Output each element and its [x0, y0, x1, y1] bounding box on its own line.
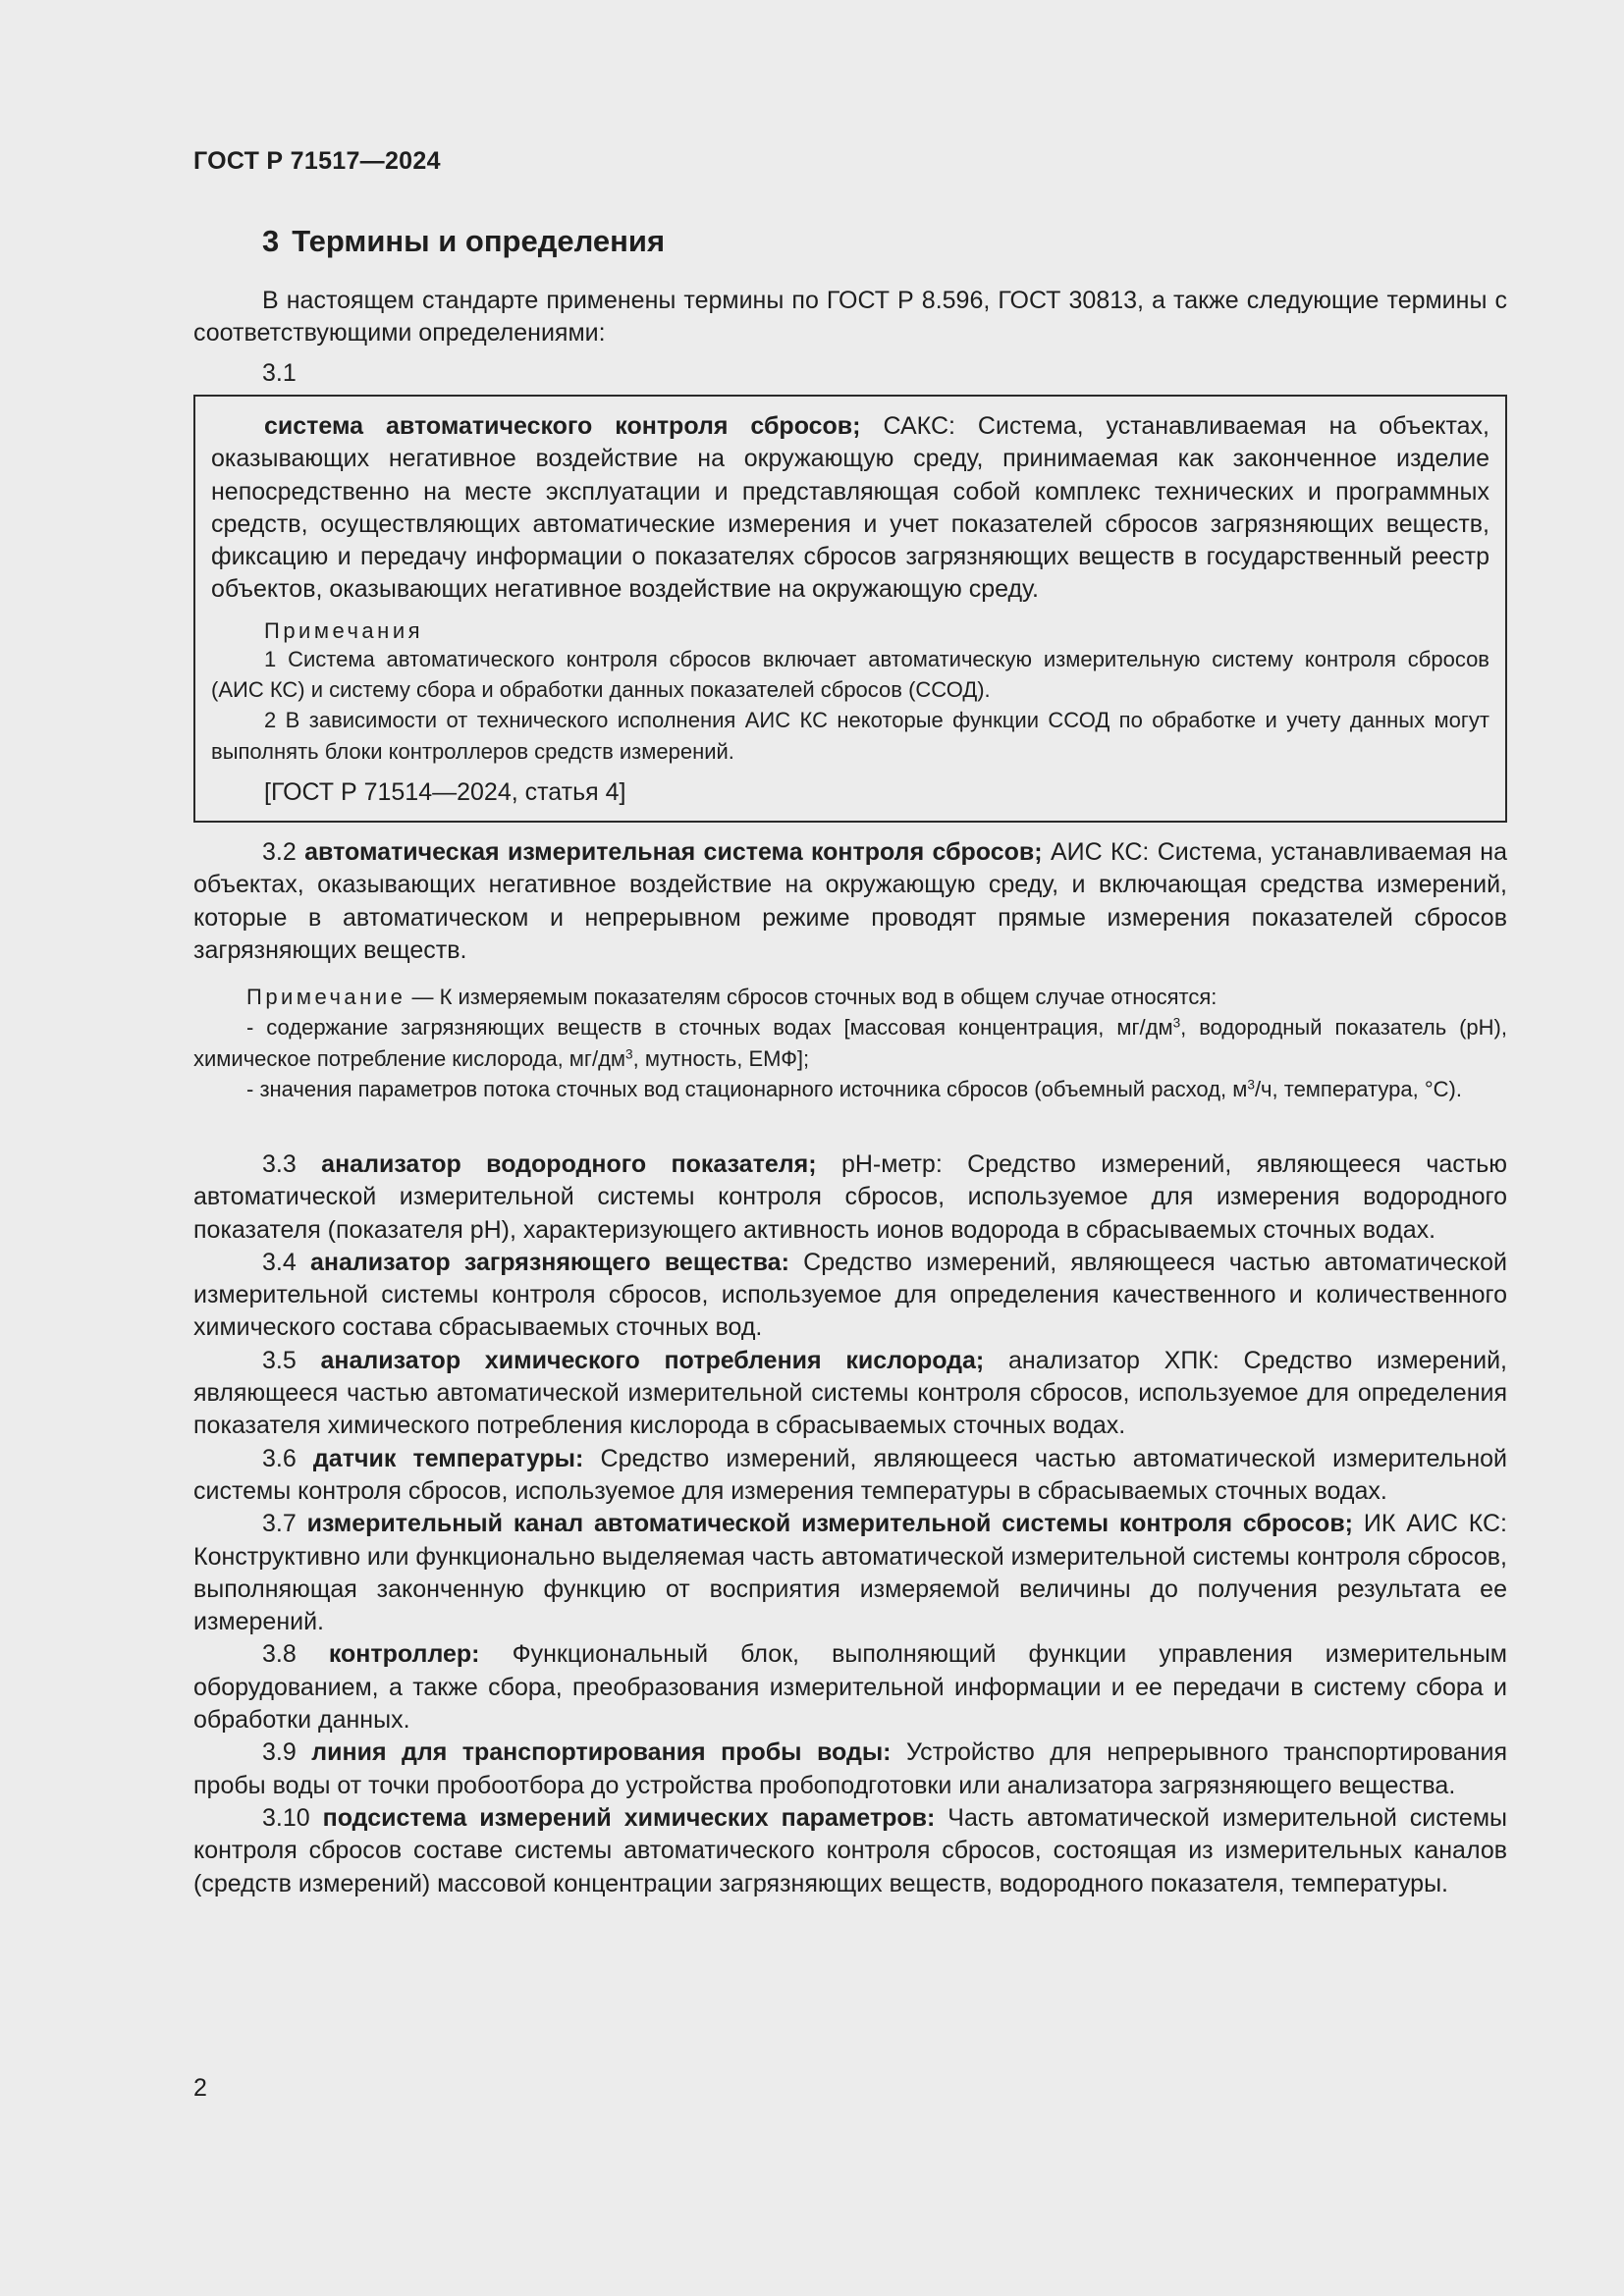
section-number: 3: [262, 224, 280, 258]
note-3-2-block: [193, 982, 1507, 1104]
term-3-1-definition: [211, 410, 1489, 607]
note-3-2-item-1: - содержание загрязняющих веществ в сточных водах [массовая концентрация, $мг/дм^3$, водородный показатель (pH), химическое потребление кислорода, $мг/дм^3$, мутность, ЕМФ];: [193, 1015, 1507, 1071]
term-source: [ГОСТ Р 71514—2024, статья 4]: [264, 777, 626, 806]
intro-paragraph: В настоящем стандарте применены термины по ГОСТ Р 8.596, ГОСТ 30813, а также следующие термины с соответствующими определениями:: [193, 287, 1507, 347]
page-number: 2: [193, 2074, 207, 2102]
intro-block: [193, 285, 1507, 350]
term-3-1-box: [193, 395, 1507, 823]
term-3-2-number: 3.2: [262, 838, 297, 866]
term-3-2-abbr: АИС КС:: [1051, 838, 1150, 866]
term-3-4: 3.4 анализатор загрязняющего вещества: Средство измерений, являющееся частью автоматической измерительной системы контроля сбросов, используемое для определения качественного и количественного химического состава сбрасываемых сточных вод.: [193, 1248, 1507, 1342]
note-text: — К измеряемым показателям сбросов сточных вод в общем случае относятся:: [406, 985, 1218, 1009]
section-title-text: Термины и определения: [292, 224, 666, 258]
term-3-6: 3.6 датчик температуры: Средство измерений, являющееся частью автоматической измерительной системы контроля сбросов, используемое для измерения температуры в сбрасываемых сточных водах.: [193, 1444, 1508, 1505]
notes-title: Примечания: [264, 617, 424, 643]
term-3-2-term: автоматическая измерительная система контроля сбросов;: [304, 838, 1043, 866]
term-3-2-text: Система, устанавливаемая на объектах, оказывающих негативное воздействие на окружающую среду, и включающая средства измерений, которые в автоматическом и непрерывном режиме проводят прямые измерения показателей сбросов загрязняющих веществ.: [193, 838, 1508, 964]
term-3-10: 3.10 подсистема измерений химических параметров: Часть автоматической измерительной системы контроля сбросов составе системы автоматического контроля сбросов, состоящая из измерительных каналов (средств измерений) массовой концентрации загрязняющих веществ, водородного показателя, температуры.: [193, 1803, 1507, 1897]
term-3-1-abbr: САКС:: [883, 412, 955, 440]
terms-list: [193, 1148, 1507, 1900]
term-3-3: 3.3 анализатор водородного показателя; pH-метр: Средство измерений, являющееся частью автоматической измерительной системы контроля сбросов, используемое для измерения водородного показателя (показателя pH), характеризующего активность ионов водорода в сбрасываемых сточных водах.: [193, 1150, 1508, 1244]
term-3-1-number: 3.1: [262, 359, 297, 387]
note-3-2-item-2: - значения параметров потока сточных вод стационарного источника сбросов (объемный расход, $м^3/ч$, температура, °С).: [246, 1076, 1462, 1101]
section-title: [262, 224, 665, 259]
term-3-8: 3.8 контроллер: Функциональный блок, выполняющий функции управления измерительным оборудованием, а также сбора, преобразования измерительной информации и ее передачи в систему сбора и обработки данных.: [193, 1640, 1507, 1735]
term-3-2-block: [193, 836, 1507, 967]
note-2: 2 В зависимости от технического исполнения АИС КС некоторые функции ССОД по обработке и учету данных могут выполнять блоки контроллеров средств измерений.: [211, 708, 1489, 764]
term-3-5: 3.5 анализатор химического потребления кислорода; анализатор ХПК: Средство измерений, являющееся частью автоматической измерительной системы контроля сбросов, используемое для определения показателя химического потребления кислорода в сбрасываемых сточных водах.: [193, 1346, 1507, 1440]
term-3-9: 3.9 линия для транспортирования пробы воды: Устройство для непрерывного транспортирования пробы воды от точки пробоотбора до устройства пробоподготовки или анализатора загрязняющего вещества.: [193, 1738, 1507, 1799]
term-3-1-text: Система, устанавливаемая на объектах, оказывающих негативное воздействие на окружающую среду, принимаемая как законченное изделие непосредственно на месте эксплуатации и представляющая собой комплекс технических и программных средств, осуществляющих автоматические измерения и учет показателей сбросов загрязняющих веществ, фиксацию и передачу информации о показателях сбросов загрязняющих веществ в государственный реестр объектов, оказывающих негативное воздействие на окружающую среду.: [211, 412, 1489, 604]
note-label: Примечание: [246, 985, 406, 1009]
term-3-7: 3.7 измерительный канал автоматической измерительной системы контроля сбросов; ИК АИС КС: Конструктивно или функционально выделяемая часть автоматической измерительной системы контроля сбросов, выполняющая законченную функцию от восприятия измеряемой величины до получения результата ее измерений.: [193, 1510, 1507, 1636]
standard-code: ГОСТ Р 71517—2024: [193, 147, 441, 175]
note-3-2-intro: [193, 982, 1507, 1012]
term-3-2-definition: [193, 836, 1507, 967]
note-1: 1 Система автоматического контроля сбросов включает автоматическую измерительную систему контроля сбросов (АИС КС) и систему сбора и обработки данных показателей сбросов (ССОД).: [211, 646, 1489, 703]
term-3-1-term: система автоматического контроля сбросов;: [264, 412, 861, 440]
